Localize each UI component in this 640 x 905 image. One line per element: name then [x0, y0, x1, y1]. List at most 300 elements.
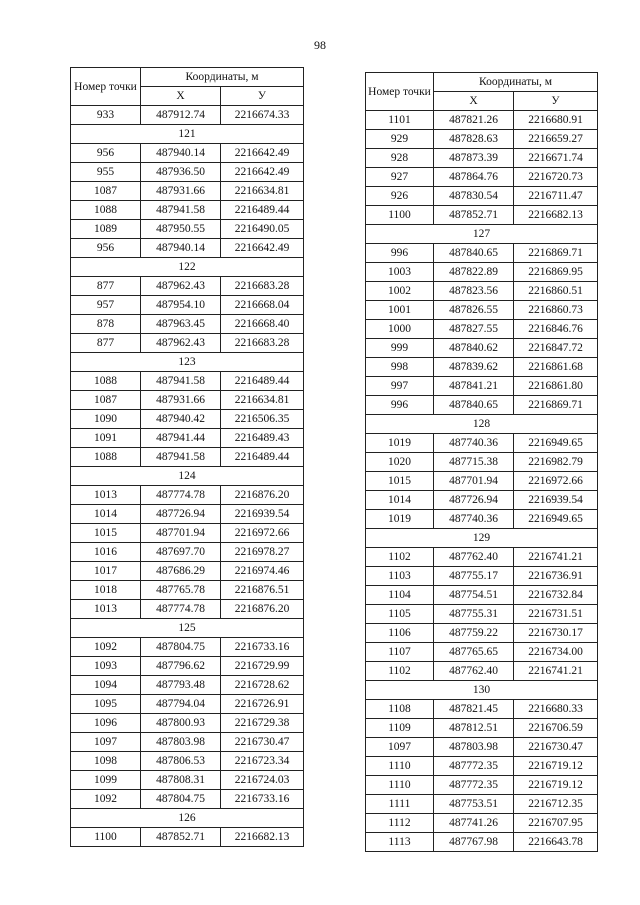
point-number-cell: 1106	[366, 624, 434, 643]
x-header: Х	[434, 92, 514, 111]
table-body	[71, 106, 304, 847]
point-number-cell: 1092	[71, 790, 141, 809]
section-number: 127	[366, 225, 598, 244]
x-coordinate-cell: 487950.55	[141, 220, 221, 239]
x-coordinate-cell: 487852.71	[141, 828, 221, 847]
page-number: 98	[314, 38, 326, 52]
y-coordinate-cell: 2216741.21	[514, 548, 598, 567]
table-row	[366, 244, 598, 263]
point-number-cell: 1108	[366, 700, 434, 719]
section-row	[71, 258, 304, 277]
x-coordinate-cell: 487826.55	[434, 301, 514, 320]
table-row	[366, 833, 598, 852]
y-coordinate-cell: 2216949.65	[514, 510, 598, 529]
table-row	[366, 776, 598, 795]
point-number-cell: 1090	[71, 410, 141, 429]
table-body	[366, 111, 598, 852]
x-coordinate-cell: 487800.93	[141, 714, 221, 733]
point-number-cell: 1087	[71, 391, 141, 410]
y-coordinate-cell: 2216846.76	[514, 320, 598, 339]
point-number-cell: 1089	[71, 220, 141, 239]
y-coordinate-cell: 2216734.00	[514, 643, 598, 662]
table-row	[71, 391, 304, 410]
point-number-cell: 1014	[71, 505, 141, 524]
point-number-cell: 1018	[71, 581, 141, 600]
x-coordinate-cell: 487772.35	[434, 757, 514, 776]
x-coordinate-cell: 487962.43	[141, 277, 221, 296]
y-coordinate-cell: 2216723.34	[221, 752, 304, 771]
table-row	[366, 434, 598, 453]
y-coordinate-cell: 2216876.20	[221, 486, 304, 505]
y-coordinate-cell: 2216978.27	[221, 543, 304, 562]
x-coordinate-cell: 487759.22	[434, 624, 514, 643]
table-row	[71, 771, 304, 790]
y-coordinate-cell: 2216719.12	[514, 757, 598, 776]
point-number-cell: 1104	[366, 586, 434, 605]
section-row	[71, 125, 304, 144]
point-number-cell: 926	[366, 187, 434, 206]
table-row	[366, 206, 598, 225]
table-row	[366, 358, 598, 377]
y-coordinate-cell: 2216730.17	[514, 624, 598, 643]
x-coordinate-cell: 487873.39	[434, 149, 514, 168]
table-row	[71, 562, 304, 581]
y-coordinate-cell: 2216741.21	[514, 662, 598, 681]
x-coordinate-cell: 487794.04	[141, 695, 221, 714]
section-number: 124	[71, 467, 304, 486]
x-coordinate-cell: 487762.40	[434, 548, 514, 567]
x-coordinate-cell: 487940.14	[141, 239, 221, 258]
y-coordinate-cell: 2216634.81	[221, 182, 304, 201]
table-row	[71, 144, 304, 163]
x-coordinate-cell: 487754.51	[434, 586, 514, 605]
point-number-cell: 877	[71, 277, 141, 296]
x-coordinate-cell: 487774.78	[141, 600, 221, 619]
x-coordinate-cell: 487808.31	[141, 771, 221, 790]
y-coordinate-cell: 2216711.47	[514, 187, 598, 206]
table-row	[71, 106, 304, 125]
point-number-cell: 878	[71, 315, 141, 334]
x-coordinate-cell: 487827.55	[434, 320, 514, 339]
y-coordinate-cell: 2216642.49	[221, 239, 304, 258]
table-row	[366, 814, 598, 833]
header-row	[71, 68, 304, 87]
y-coordinate-cell: 2216643.78	[514, 833, 598, 852]
table-row	[366, 491, 598, 510]
y-coordinate-cell: 2216939.54	[221, 505, 304, 524]
section-number: 128	[366, 415, 598, 434]
table-row	[366, 130, 598, 149]
header-row	[366, 73, 598, 92]
y-coordinate-cell: 2216682.13	[514, 206, 598, 225]
point-number-cell: 1095	[71, 695, 141, 714]
y-coordinate-cell: 2216974.46	[221, 562, 304, 581]
point-number-cell: 1015	[366, 472, 434, 491]
y-coordinate-cell: 2216869.71	[514, 396, 598, 415]
point-number-cell: 1110	[366, 757, 434, 776]
y-coordinate-cell: 2216719.12	[514, 776, 598, 795]
y-coordinate-cell: 2216724.03	[221, 771, 304, 790]
table-row	[71, 714, 304, 733]
table-row	[71, 600, 304, 619]
x-coordinate-cell: 487936.50	[141, 163, 221, 182]
x-coordinate-cell: 487852.71	[434, 206, 514, 225]
y-coordinate-cell: 2216490.05	[221, 220, 304, 239]
x-coordinate-cell: 487765.65	[434, 643, 514, 662]
x-coordinate-cell: 487940.14	[141, 144, 221, 163]
y-coordinate-cell: 2216869.71	[514, 244, 598, 263]
point-number-cell: 996	[366, 396, 434, 415]
y-coordinate-cell: 2216674.33	[221, 106, 304, 125]
y-coordinate-cell: 2216683.28	[221, 334, 304, 353]
table-row	[71, 543, 304, 562]
x-coordinate-cell: 487796.62	[141, 657, 221, 676]
point-number-cell: 1096	[71, 714, 141, 733]
table-row	[366, 282, 598, 301]
coordinates-table-left	[70, 67, 304, 847]
x-coordinate-cell: 487803.98	[434, 738, 514, 757]
point-number-cell: 1003	[366, 263, 434, 282]
y-coordinate-cell: 2216861.80	[514, 377, 598, 396]
table-row	[366, 111, 598, 130]
y-coordinate-cell: 2216736.91	[514, 567, 598, 586]
x-coordinate-cell: 487741.26	[434, 814, 514, 833]
point-number-cell: 1019	[366, 510, 434, 529]
x-coordinate-cell: 487812.51	[434, 719, 514, 738]
table-row	[366, 643, 598, 662]
y-coordinate-cell: 2216847.72	[514, 339, 598, 358]
table-row	[366, 510, 598, 529]
point-number-cell: 956	[71, 144, 141, 163]
coordinates-header: Координаты, м	[141, 68, 304, 87]
x-coordinate-cell: 487767.98	[434, 833, 514, 852]
x-coordinate-cell: 487701.94	[141, 524, 221, 543]
point-number-cell: 1088	[71, 448, 141, 467]
point-number-cell: 1000	[366, 320, 434, 339]
section-number: 121	[71, 125, 304, 144]
coordinates-table-right	[365, 72, 598, 852]
x-coordinate-cell: 487840.62	[434, 339, 514, 358]
table-row	[71, 657, 304, 676]
point-number-cell: 1109	[366, 719, 434, 738]
table-row	[71, 828, 304, 847]
point-number-cell: 1112	[366, 814, 434, 833]
x-coordinate-cell: 487941.58	[141, 201, 221, 220]
point-number-cell: 1111	[366, 795, 434, 814]
x-coordinate-cell: 487840.65	[434, 244, 514, 263]
point-number-cell: 999	[366, 339, 434, 358]
y-coordinate-cell: 2216707.95	[514, 814, 598, 833]
table-row	[366, 168, 598, 187]
point-number-cell: 1017	[71, 562, 141, 581]
y-coordinate-cell: 2216683.28	[221, 277, 304, 296]
x-coordinate-cell: 487839.62	[434, 358, 514, 377]
table-row	[71, 752, 304, 771]
point-number-cell: 1016	[71, 543, 141, 562]
x-coordinate-cell: 487941.58	[141, 448, 221, 467]
x-coordinate-cell: 487804.75	[141, 790, 221, 809]
table-row	[366, 377, 598, 396]
y-coordinate-cell: 2216972.66	[221, 524, 304, 543]
table-row	[71, 163, 304, 182]
x-coordinate-cell: 487822.89	[434, 263, 514, 282]
y-coordinate-cell: 2216671.74	[514, 149, 598, 168]
y-coordinate-cell: 2216730.47	[514, 738, 598, 757]
point-number-cell: 1100	[366, 206, 434, 225]
x-coordinate-cell: 487753.51	[434, 795, 514, 814]
y-coordinate-cell: 2216489.44	[221, 372, 304, 391]
x-coordinate-cell: 487715.38	[434, 453, 514, 472]
y-coordinate-cell: 2216634.81	[221, 391, 304, 410]
point-number-cell: 1097	[366, 738, 434, 757]
x-coordinate-cell: 487804.75	[141, 638, 221, 657]
x-coordinate-cell: 487940.42	[141, 410, 221, 429]
x-coordinate-cell: 487686.29	[141, 562, 221, 581]
y-coordinate-cell: 2216720.73	[514, 168, 598, 187]
y-coordinate-cell: 2216731.51	[514, 605, 598, 624]
point-number-cell: 1105	[366, 605, 434, 624]
table-row	[366, 472, 598, 491]
point-number-cell: 957	[71, 296, 141, 315]
y-coordinate-cell: 2216682.13	[221, 828, 304, 847]
x-coordinate-cell: 487912.74	[141, 106, 221, 125]
point-number-cell: 1002	[366, 282, 434, 301]
y-coordinate-cell: 2216972.66	[514, 472, 598, 491]
point-number-cell: 1001	[366, 301, 434, 320]
table-row	[71, 638, 304, 657]
point-number-cell: 1087	[71, 182, 141, 201]
table-row	[366, 624, 598, 643]
point-number-cell: 1100	[71, 828, 141, 847]
y-coordinate-cell: 2216659.27	[514, 130, 598, 149]
section-row	[71, 809, 304, 828]
table-row	[366, 700, 598, 719]
point-number-cell: 1103	[366, 567, 434, 586]
x-coordinate-cell: 487864.76	[434, 168, 514, 187]
x-coordinate-cell: 487931.66	[141, 391, 221, 410]
x-coordinate-cell: 487830.54	[434, 187, 514, 206]
section-row	[366, 225, 598, 244]
table-row	[71, 315, 304, 334]
y-coordinate-cell: 2216706.59	[514, 719, 598, 738]
y-coordinate-cell: 2216860.51	[514, 282, 598, 301]
y-coordinate-cell: 2216939.54	[514, 491, 598, 510]
point-number-cell: 1093	[71, 657, 141, 676]
y-coordinate-cell: 2216642.49	[221, 144, 304, 163]
x-coordinate-cell: 487774.78	[141, 486, 221, 505]
point-number-header: Номер точки	[71, 68, 141, 106]
point-number-cell: 1020	[366, 453, 434, 472]
section-number: 126	[71, 809, 304, 828]
x-coordinate-cell: 487806.53	[141, 752, 221, 771]
x-coordinate-cell: 487740.36	[434, 510, 514, 529]
section-number: 122	[71, 258, 304, 277]
table-row	[366, 320, 598, 339]
point-number-cell: 1099	[71, 771, 141, 790]
table-row	[71, 296, 304, 315]
y-coordinate-cell: 2216680.91	[514, 111, 598, 130]
table-row	[71, 581, 304, 600]
table-row	[71, 505, 304, 524]
x-coordinate-cell: 487803.98	[141, 733, 221, 752]
point-number-cell: 1102	[366, 662, 434, 681]
x-coordinate-cell: 487793.48	[141, 676, 221, 695]
point-number-cell: 928	[366, 149, 434, 168]
x-coordinate-cell: 487963.45	[141, 315, 221, 334]
y-coordinate-cell: 2216869.95	[514, 263, 598, 282]
table-row	[366, 567, 598, 586]
table-row	[71, 524, 304, 543]
section-number: 125	[71, 619, 304, 638]
point-number-cell: 1014	[366, 491, 434, 510]
x-coordinate-cell: 487941.44	[141, 429, 221, 448]
y-header: У	[514, 92, 598, 111]
table-row	[71, 201, 304, 220]
table-row	[71, 277, 304, 296]
point-number-cell: 927	[366, 168, 434, 187]
point-number-cell: 955	[71, 163, 141, 182]
table-row	[71, 790, 304, 809]
table-row	[366, 586, 598, 605]
y-coordinate-cell: 2216668.04	[221, 296, 304, 315]
section-number: 130	[366, 681, 598, 700]
y-coordinate-cell: 2216729.99	[221, 657, 304, 676]
y-coordinate-cell: 2216860.73	[514, 301, 598, 320]
y-coordinate-cell: 2216728.62	[221, 676, 304, 695]
table-row	[366, 453, 598, 472]
point-number-cell: 1107	[366, 643, 434, 662]
point-number-cell: 1098	[71, 752, 141, 771]
point-number-cell: 1102	[366, 548, 434, 567]
y-coordinate-cell: 2216733.16	[221, 790, 304, 809]
point-number-cell: 929	[366, 130, 434, 149]
point-number-cell: 1092	[71, 638, 141, 657]
table-row	[366, 605, 598, 624]
table-row	[366, 757, 598, 776]
table-row	[71, 486, 304, 505]
point-number-cell: 1013	[71, 600, 141, 619]
x-coordinate-cell: 487823.56	[434, 282, 514, 301]
x-coordinate-cell: 487740.36	[434, 434, 514, 453]
point-number-cell: 1101	[366, 111, 434, 130]
x-coordinate-cell: 487828.63	[434, 130, 514, 149]
x-coordinate-cell: 487755.31	[434, 605, 514, 624]
section-row	[71, 467, 304, 486]
table-row	[366, 187, 598, 206]
y-coordinate-cell: 2216489.44	[221, 448, 304, 467]
x-coordinate-cell: 487765.78	[141, 581, 221, 600]
point-number-cell: 1113	[366, 833, 434, 852]
table-row	[71, 372, 304, 391]
table-row	[71, 429, 304, 448]
point-number-cell: 1091	[71, 429, 141, 448]
point-number-cell: 1088	[71, 372, 141, 391]
table-row	[366, 301, 598, 320]
table-row	[366, 738, 598, 757]
x-coordinate-cell: 487755.17	[434, 567, 514, 586]
y-coordinate-cell: 2216680.33	[514, 700, 598, 719]
y-coordinate-cell: 2216982.79	[514, 453, 598, 472]
y-coordinate-cell: 2216668.40	[221, 315, 304, 334]
section-row	[71, 353, 304, 372]
table-row	[366, 719, 598, 738]
point-number-cell: 1097	[71, 733, 141, 752]
point-number-cell: 1088	[71, 201, 141, 220]
x-coordinate-cell: 487726.94	[434, 491, 514, 510]
x-coordinate-cell: 487762.40	[434, 662, 514, 681]
y-coordinate-cell: 2216489.44	[221, 201, 304, 220]
table-row	[71, 334, 304, 353]
point-number-cell: 877	[71, 334, 141, 353]
table-row	[71, 182, 304, 201]
table-row	[71, 410, 304, 429]
x-coordinate-cell: 487697.70	[141, 543, 221, 562]
y-coordinate-cell: 2216489.43	[221, 429, 304, 448]
section-row	[366, 415, 598, 434]
table-row	[366, 548, 598, 567]
table-row	[71, 448, 304, 467]
coordinates-header: Координаты, м	[434, 73, 598, 92]
y-coordinate-cell: 2216506.35	[221, 410, 304, 429]
y-coordinate-cell: 2216949.65	[514, 434, 598, 453]
section-row	[71, 619, 304, 638]
table-row	[71, 695, 304, 714]
section-number: 129	[366, 529, 598, 548]
table-row	[71, 220, 304, 239]
point-number-cell: 1013	[71, 486, 141, 505]
x-header: Х	[141, 87, 221, 106]
section-row	[366, 681, 598, 700]
point-number-header: Номер точки	[366, 73, 434, 111]
point-number-cell: 997	[366, 377, 434, 396]
point-number-cell: 956	[71, 239, 141, 258]
x-coordinate-cell: 487821.26	[434, 111, 514, 130]
table-row	[366, 662, 598, 681]
y-coordinate-cell: 2216712.35	[514, 795, 598, 814]
y-coordinate-cell: 2216730.47	[221, 733, 304, 752]
x-coordinate-cell: 487941.58	[141, 372, 221, 391]
x-coordinate-cell: 487821.45	[434, 700, 514, 719]
point-number-cell: 998	[366, 358, 434, 377]
point-number-cell: 1094	[71, 676, 141, 695]
y-coordinate-cell: 2216733.16	[221, 638, 304, 657]
table-row	[366, 795, 598, 814]
y-coordinate-cell: 2216876.20	[221, 600, 304, 619]
x-coordinate-cell: 487726.94	[141, 505, 221, 524]
x-coordinate-cell: 487962.43	[141, 334, 221, 353]
y-coordinate-cell: 2216642.49	[221, 163, 304, 182]
y-coordinate-cell: 2216861.68	[514, 358, 598, 377]
x-coordinate-cell: 487772.35	[434, 776, 514, 795]
x-coordinate-cell: 487954.10	[141, 296, 221, 315]
table-row	[366, 339, 598, 358]
x-coordinate-cell: 487841.21	[434, 377, 514, 396]
table-row	[366, 149, 598, 168]
table-row	[366, 263, 598, 282]
point-number-cell: 1110	[366, 776, 434, 795]
table-row	[71, 733, 304, 752]
point-number-cell: 1015	[71, 524, 141, 543]
x-coordinate-cell: 487701.94	[434, 472, 514, 491]
table-row	[71, 239, 304, 258]
x-coordinate-cell: 487931.66	[141, 182, 221, 201]
table-row	[366, 396, 598, 415]
table-row	[71, 676, 304, 695]
y-coordinate-cell: 2216726.91	[221, 695, 304, 714]
point-number-cell: 933	[71, 106, 141, 125]
y-header: У	[221, 87, 304, 106]
section-row	[366, 529, 598, 548]
